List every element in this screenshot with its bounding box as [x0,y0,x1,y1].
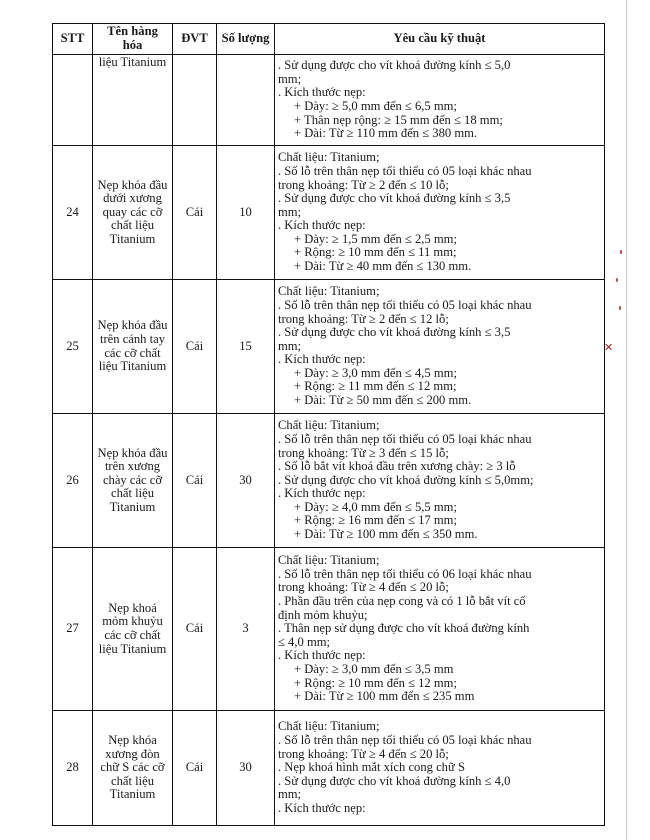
requirement-line: + Dài: Từ ≥ 110 mm đến ≤ 380 mm. [294,126,478,141]
requirement-line: trong khoảng: Từ ≥ 2 đến ≤ 12 lỗ; [278,311,449,326]
header-requirements: Yêu cầu kỹ thuật [275,24,605,55]
requirement-line: . Sử dụng được cho vít khoá đường kính ≤ 4,0 [278,773,511,788]
requirement-line: + Dày: ≥ 3,0 mm đến ≤ 3,5 mm [294,661,454,676]
row-requirements [275,146,605,280]
requirement-line: Chất liệu: Titanium; [278,418,380,433]
requirement-line: . Sử dụng được cho vít khoá đường kính ≤ 5,0 [278,58,511,73]
row-requirements [275,414,605,548]
row-item-name: Nẹp khóa đầu trên xương chày các cỡ chất liệu Titanium [93,414,173,548]
requirement-line: . Sử dụng được cho vít khoá đường kính ≤ 3,5 [278,191,511,206]
row-requirements [275,55,605,146]
row-item-name: Nẹp khoá mỏm khuỷu các cỡ chất liệu Titanium [93,548,173,711]
requirement-line: Chất liệu: Titanium; [278,284,380,299]
requirement-line: + Rộng: ≥ 16 mm đến ≤ 17 mm; [294,513,457,528]
margin-scribble [614,250,626,350]
row-item-name: Nẹp khóa đầu dưới xương quay các cỡ chất liệu Titanium [93,146,173,280]
row-unit [173,55,217,146]
requirement-line: + Dày: ≥ 1,5 mm đến ≤ 2,5 mm; [294,231,457,246]
requirement-line: + Dày: ≥ 5,0 mm đến ≤ 6,5 mm; [294,99,457,113]
technical-spec-table [52,23,605,826]
row-unit: Cái [173,414,217,548]
row-stt: 26 [53,414,93,548]
requirement-line: trong khoảng: Từ ≥ 2 đến ≤ 10 lỗ; [278,177,449,192]
row-stt: 25 [53,280,93,414]
table-row [53,55,605,146]
table-header-row [53,24,605,55]
row-stt: 28 [53,711,93,826]
requirement-line: . Số lỗ trên thân nẹp tối thiểu có 05 loại khác nhau [278,163,532,178]
row-quantity: 3 [217,548,275,711]
requirement-line: . Số lỗ trên thân nẹp tối thiểu có 05 loại khác nhau [278,733,532,748]
header-quantity: Số lượng [217,24,275,55]
row-unit: Cái [173,711,217,826]
requirement-line: + Dày: ≥ 4,0 mm đến ≤ 5,5 mm; [294,499,457,514]
header-stt: STT [53,24,93,55]
row-requirements [275,711,605,826]
requirement-line: . Sử dụng được cho vít khoá đường kính ≤ 5,0mm; [278,472,534,487]
requirement-line: . Số lỗ trên thân nẹp tối thiểu có 05 loại khác nhau [278,297,532,312]
row-item-name: liệu Titanium [93,55,173,146]
margin-mark-icon: ✕ [604,341,614,354]
row-stt: 24 [53,146,93,280]
requirement-line: . Nẹp khoá hình mắt xích cong chữ S [278,760,465,775]
row-quantity: 30 [217,414,275,548]
requirement-line: Chất liệu: Titanium; [278,719,380,734]
row-quantity: 10 [217,146,275,280]
row-item-name: Nẹp khóa xương đòn chữ S các cỡ chất liệu Titanium [93,711,173,826]
requirement-line: . Kích thước nẹp: [278,218,366,233]
requirement-line: + Dài: Từ ≥ 100 mm đến ≤ 350 mm. [294,527,478,542]
requirement-line: + Rộng: ≥ 10 mm đến ≤ 11 mm; [294,245,457,260]
table-row [53,146,605,280]
header-item-name: Tên hàng hóa [93,24,173,55]
row-item-name: Nẹp khóa đầu trên cánh tay các cỡ chất liệu Titanium [93,280,173,414]
table-row [53,548,605,711]
row-quantity [217,55,275,146]
page-edge-line [626,0,627,840]
requirement-line: Chất liệu: Titanium; [278,553,380,568]
row-unit: Cái [173,146,217,280]
requirement-line: + Dài: Từ ≥ 50 mm đến ≤ 200 mm. [294,393,472,408]
header-unit: ĐVT [173,24,217,55]
requirement-line: + Rộng: ≥ 11 mm đến ≤ 12 mm; [294,379,457,394]
row-quantity: 30 [217,711,275,826]
requirement-line: . Sử dụng được cho vít khoá đường kính ≤ 3,5 [278,325,511,340]
requirement-line: + Dày: ≥ 3,0 mm đến ≤ 4,5 mm; [294,365,457,380]
requirement-line: + Rộng: ≥ 10 mm đến ≤ 12 mm; [294,675,457,690]
row-stt [53,55,93,146]
requirement-line: mm; [278,787,302,802]
row-quantity: 15 [217,280,275,414]
requirement-line: mm; [278,71,302,86]
requirement-line: Chất liệu: Titanium; [278,150,380,165]
requirement-line: + Dài: Từ ≥ 100 mm đến ≤ 235 mm [294,689,475,704]
row-requirements [275,280,605,414]
requirement-line: mm; [278,204,302,219]
requirement-line: . Thân nẹp sử dụng được cho vít khoá đường kính [278,621,530,636]
requirement-line: . Số lỗ trên thân nẹp tối thiểu có 06 loại khác nhau [278,566,532,581]
requirement-line: . Số lỗ bắt vít khoá đầu trên xương chày: ≥ 3 lỗ [278,459,516,474]
requirement-line: trong khoảng: Từ ≥ 4 đến ≤ 20 lỗ; [278,746,449,761]
requirement-line: + Dài: Từ ≥ 40 mm đến ≤ 130 mm. [294,259,472,274]
requirement-line: định mỏm khuỷu; [278,607,368,622]
row-unit: Cái [173,280,217,414]
row-unit: Cái [173,548,217,711]
requirement-line: ≤ 4,0 mm; [278,634,331,649]
row-stt: 27 [53,548,93,711]
requirement-line: . Kích thước nẹp: [278,85,366,100]
table-row [53,280,605,414]
table-row [53,711,605,826]
requirement-line: . Kích thước nẹp: [278,486,366,501]
requirement-line: . Kích thước nẹp: [278,352,366,367]
requirement-line: + Thân nẹp rộng: ≥ 15 mm đến ≤ 18 mm; [294,112,503,127]
requirement-line: . Kích thước nẹp: [278,800,366,815]
row-requirements [275,548,605,711]
requirement-line: . Kích thước nẹp: [278,648,366,663]
table-row [53,414,605,548]
requirement-line: trong khoảng: Từ ≥ 4 đến ≤ 20 lỗ; [278,580,449,595]
requirement-line: trong khoảng: Từ ≥ 3 đến ≤ 15 lỗ; [278,445,449,460]
requirement-line: . Số lỗ trên thân nẹp tối thiểu có 05 loại khác nhau [278,431,532,446]
requirement-line: mm; [278,338,302,353]
table-body [53,55,605,826]
requirement-line: . Phần đầu trên của nẹp cong và có 1 lỗ bắt vít cố [278,594,526,609]
